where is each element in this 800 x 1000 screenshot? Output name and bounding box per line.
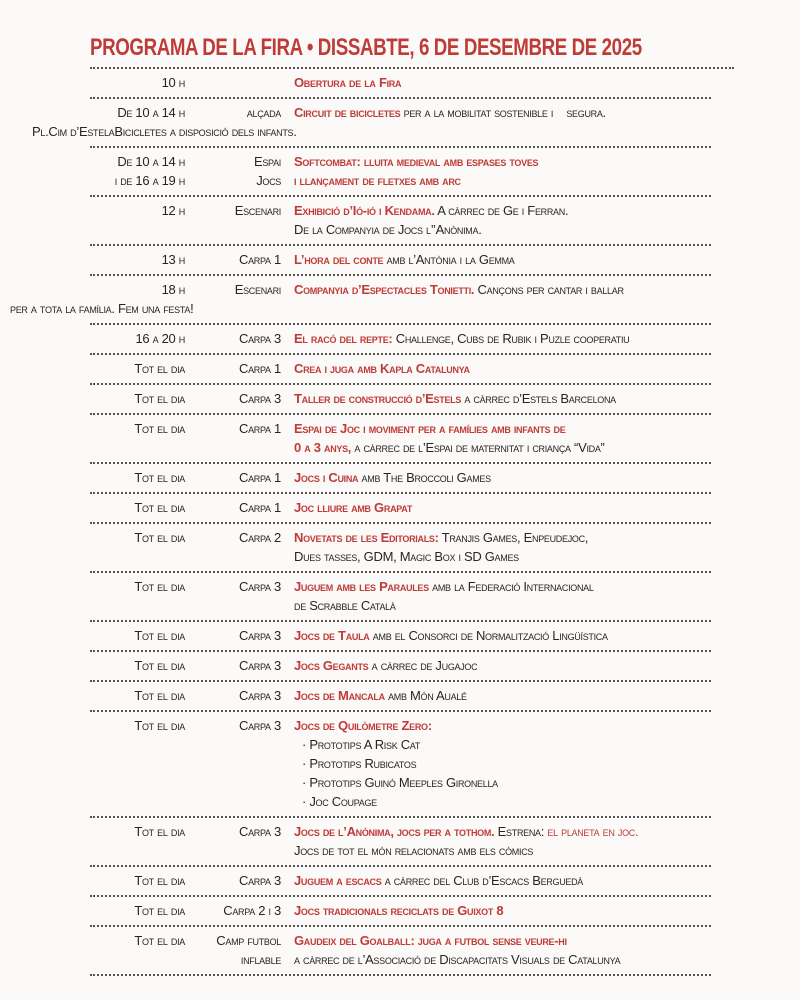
activity-text: · Prototips Rubicatos	[302, 756, 417, 771]
venue-cell	[191, 152, 281, 190]
schedule-row-grid	[90, 716, 711, 811]
activity-highlight: Jocs de l’Anònima, jocs per a tothom.	[294, 824, 495, 839]
venue-cell	[191, 329, 281, 348]
schedule-row-grid	[90, 577, 711, 615]
time-cell	[90, 716, 185, 811]
activity-line	[294, 841, 710, 860]
time-line: Tot el dia	[134, 718, 185, 733]
venue-cell	[191, 901, 281, 920]
activity-text: De la Companyia de Jocs l’’Anònima.	[294, 222, 482, 237]
activity-cell	[287, 103, 710, 122]
activity-cell	[287, 468, 710, 487]
activity-cell	[287, 250, 710, 269]
time-cell	[90, 389, 185, 408]
activity-line	[294, 931, 710, 950]
venue-line: Carpa 1	[239, 421, 281, 436]
activity-line	[294, 547, 710, 566]
time-line: Tot el dia	[134, 391, 185, 406]
title-block	[90, 34, 734, 69]
venue-cell	[191, 201, 281, 239]
time-cell	[90, 822, 185, 860]
venue-line: Carpa 1	[239, 252, 281, 267]
activity-text: a càrrec de l’Espai de maternitat i criança “Vida”	[351, 440, 605, 455]
schedule-row	[90, 69, 711, 99]
activity-line	[294, 419, 710, 438]
activity-line	[294, 152, 710, 171]
time-cell	[90, 901, 185, 920]
venue-cell	[191, 73, 281, 92]
activity-line	[294, 103, 710, 122]
activity-cell	[287, 656, 710, 675]
venue-line: Carpa 1	[239, 361, 281, 376]
time-cell	[90, 359, 185, 378]
venue-cell	[191, 250, 281, 269]
activity-line	[294, 438, 710, 457]
activity-line	[294, 686, 710, 705]
activity-cell	[287, 577, 710, 615]
activity-highlight: Jocs i Cuina	[294, 470, 359, 485]
venue-line: Carpa 1	[239, 500, 281, 515]
time-cell	[90, 626, 185, 645]
venue-line: Escenari	[234, 203, 281, 218]
activity-cell	[287, 359, 710, 378]
schedule-row	[90, 197, 711, 246]
schedule-row-grid	[90, 201, 711, 239]
activity-highlight: i llançament de fletxes amb arc	[294, 173, 461, 188]
activity-highlight: Softcombat: lluita medieval amb espases toves	[294, 154, 539, 169]
activity-cell	[287, 419, 710, 457]
activity-text: amb la Federació Internacional	[428, 579, 594, 594]
time-line: 10 h	[161, 75, 185, 90]
time-line: Tot el dia	[134, 688, 185, 703]
schedule-row	[90, 246, 711, 276]
time-cell	[90, 103, 185, 122]
venue-cell	[191, 931, 281, 969]
schedule-row	[90, 897, 711, 927]
activity-cell	[287, 152, 710, 190]
activity-highlight: Jocs de Mancala	[294, 688, 385, 703]
schedule-row-grid	[90, 359, 711, 378]
schedule-row-grid	[90, 73, 711, 92]
time-line: Tot el dia	[134, 903, 185, 918]
venue-cell	[191, 359, 281, 378]
activity-line	[294, 220, 710, 239]
activity-text: · Joc Coupage	[302, 794, 377, 809]
time-line: Tot el dia	[134, 933, 185, 948]
schedule-row	[32, 99, 711, 148]
venue-cell	[191, 686, 281, 705]
activity-highlight: 0 a 3 anys,	[294, 440, 352, 455]
activity-cell	[287, 201, 710, 239]
venue-cell	[191, 103, 281, 122]
activity-text: A càrrec de Ge i Ferran.	[434, 203, 569, 218]
activity-highlight: Gaudeix del Goalball: juga a futbol sense veure-hi	[294, 933, 567, 948]
activity-highlight: Espai de Joc i moviment per a famílies amb infants de	[294, 421, 566, 436]
activity-line	[294, 871, 710, 890]
venue-cell	[191, 528, 281, 566]
venue-cell	[191, 822, 281, 860]
activity-text: amb el Consorci de Normalització Lingüística	[369, 628, 608, 643]
venue-line: Carpa 3	[239, 628, 281, 643]
venue-cell	[191, 389, 281, 408]
activity-line	[294, 901, 710, 920]
activity-line	[294, 280, 710, 299]
schedule-row	[90, 682, 711, 712]
activity-line	[294, 950, 710, 969]
time-line: Tot el dia	[134, 470, 185, 485]
schedule-row	[90, 524, 711, 573]
schedule-row	[90, 927, 711, 976]
activity-text: a càrrec d’Estels Barcelona	[461, 391, 616, 406]
schedule-row	[90, 652, 711, 682]
time-cell	[90, 577, 185, 615]
time-cell	[90, 468, 185, 487]
activity-line	[294, 359, 710, 378]
time-line: Tot el dia	[134, 824, 185, 839]
schedule-row	[90, 867, 711, 897]
schedule-row	[90, 385, 711, 415]
venue-cell	[191, 626, 281, 645]
schedule-row-grid	[90, 250, 711, 269]
venue-line: inflable	[240, 952, 281, 967]
activity-text: · Prototips Guinó Meeples Gironella	[302, 775, 498, 790]
venue-cell	[191, 468, 281, 487]
activity-highlight: Crea i juga amb Kapla Catalunya	[294, 361, 470, 376]
schedule-row-grid	[90, 931, 711, 969]
time-line: De 10 a 14 h	[117, 105, 185, 120]
activity-line	[294, 656, 710, 675]
schedule-row	[10, 276, 711, 325]
schedule-row-grid	[90, 419, 711, 457]
activity-cell	[287, 280, 710, 299]
venue-line: Espai	[253, 154, 281, 169]
activity-line	[294, 73, 710, 92]
activity-line	[294, 822, 710, 841]
activity-highlight: Juguem a escacs	[294, 873, 382, 888]
schedule-row	[90, 712, 711, 818]
schedule-row	[90, 464, 711, 494]
activity-cell	[287, 626, 710, 645]
activity-text: Challenge, Cubs de Rubik i Puzle cooperatiu	[392, 331, 630, 346]
activity-line	[294, 171, 710, 190]
venue-cell	[191, 419, 281, 457]
time-line: Tot el dia	[134, 579, 185, 594]
schedule-row-grid	[90, 686, 711, 705]
time-cell	[90, 201, 185, 239]
activity-text: Cançons per cantar i ballar	[474, 282, 624, 297]
venue-line: Carpa 2	[239, 530, 281, 545]
activity-highlight: Novetats de les Editorials:	[294, 530, 439, 545]
schedule-row-grid	[90, 871, 711, 890]
activity-line	[294, 498, 710, 517]
activity-text: a càrrec de l’Associació de Discapacitats Visuals de Catalunya	[294, 952, 621, 967]
activity-line	[294, 754, 710, 773]
activity-highlight: Circuit de bicicletes	[294, 105, 401, 120]
schedule-row-grid	[90, 822, 711, 860]
time-line: Tot el dia	[134, 361, 185, 376]
overflow-continuation-line: per a tota la família. Fem una festa!	[10, 301, 194, 316]
activity-highlight: Taller de construcció d’Estels	[294, 391, 462, 406]
activity-line	[294, 329, 710, 348]
schedule-row-grid	[90, 389, 711, 408]
time-line: Tot el dia	[134, 628, 185, 643]
activity-highlight: Exhibició d’Ió-ió i Kendama.	[294, 203, 435, 218]
schedule-row-grid	[90, 656, 711, 675]
venue-line: Carpa 1	[239, 470, 281, 485]
activity-text: per a la mobilitat sostenible i segura.	[400, 105, 606, 120]
schedule-row-grid	[90, 901, 711, 920]
activity-text: Jocs de tot el món relacionats amb els còmics	[294, 843, 534, 858]
schedule-row-grid	[90, 626, 711, 645]
time-line: 16 a 20 h	[135, 331, 185, 346]
activity-text: amb l’Antònia i la Gemma	[383, 252, 515, 267]
venue-line: Camp futbol	[216, 933, 281, 948]
venue-line: Carpa 3	[239, 873, 281, 888]
activity-line	[294, 577, 710, 596]
activity-highlight: Companyia d’Espectacles Tonietti.	[294, 282, 475, 297]
schedule-row	[90, 415, 711, 464]
time-cell	[90, 250, 185, 269]
venue-cell	[191, 871, 281, 890]
venue-line: Escenari	[234, 282, 281, 297]
venue-line: alçada	[246, 105, 281, 120]
time-line: 18 h	[161, 282, 185, 297]
activity-cell	[287, 901, 710, 920]
activity-highlight: L’hora del conte	[294, 252, 384, 267]
activity-highlight: Obertura de la Fira	[294, 75, 402, 90]
activity-text: a càrrec del Club d’Escacs Berguedà	[381, 873, 583, 888]
activity-text: amb Món Aualé	[384, 688, 467, 703]
time-cell	[90, 498, 185, 517]
time-cell	[90, 419, 185, 457]
activity-line	[294, 389, 710, 408]
activity-line	[294, 626, 710, 645]
time-line: 13 h	[161, 252, 185, 267]
activity-text: a càrrec de Jugajoc	[368, 658, 478, 673]
activity-line	[294, 528, 710, 547]
activity-highlight: Jocs de Quilòmetre Zero:	[294, 718, 432, 733]
time-cell	[90, 871, 185, 890]
activity-text: de Scrabble Català	[294, 598, 396, 613]
venue-line: Jocs	[256, 173, 281, 188]
activity-cell	[287, 716, 710, 811]
activity-text: Dues tasses, GDM, Magic Box i SD Games	[294, 549, 519, 564]
activity-line	[294, 716, 710, 735]
activity-text: amb The Broccoli Games	[358, 470, 491, 485]
activity-cell	[287, 528, 710, 566]
activity-highlight: Juguem amb les Paraules	[294, 579, 429, 594]
time-line: Tot el dia	[134, 530, 185, 545]
venue-line: Carpa 3	[239, 688, 281, 703]
time-cell	[90, 329, 185, 348]
time-line: Tot el dia	[134, 421, 185, 436]
time-line: 12 h	[161, 203, 185, 218]
activity-cell	[287, 329, 710, 348]
activity-highlight: Jocs Gegants	[294, 658, 369, 673]
schedule-row-grid	[90, 329, 711, 348]
schedule-row	[90, 622, 711, 652]
time-cell	[90, 686, 185, 705]
activity-highlight: Joc lliure amb Grapat	[294, 500, 413, 515]
overflow-continuation-line: Pl.Cim d’EstelaBicicletes a disposició dels infants.	[32, 124, 297, 139]
activity-line	[294, 773, 710, 792]
activity-text: Estrena:	[494, 824, 548, 839]
venue-line: Carpa 2 i 3	[223, 903, 281, 918]
time-cell	[90, 931, 185, 969]
activity-line	[294, 792, 710, 811]
time-line: De 10 a 14 h	[117, 154, 185, 169]
activity-line	[294, 201, 710, 220]
venue-cell	[191, 577, 281, 615]
schedule-table	[10, 69, 711, 976]
schedule-row	[90, 355, 711, 385]
activity-text: Tranjis Games, Enpeudejoc,	[438, 530, 589, 545]
schedule-row	[90, 148, 711, 197]
venue-line: Carpa 3	[239, 331, 281, 346]
venue-line: Carpa 3	[239, 391, 281, 406]
activity-cell	[287, 498, 710, 517]
time-cell	[90, 656, 185, 675]
venue-line: Carpa 3	[239, 658, 281, 673]
venue-line: Carpa 3	[239, 824, 281, 839]
schedule-row	[90, 573, 711, 622]
schedule-row	[90, 818, 711, 867]
activity-line	[294, 250, 710, 269]
time-line: Tot el dia	[134, 658, 185, 673]
time-line: i de 16 a 19 h	[114, 173, 185, 188]
activity-text: · Prototips A Risk Cat	[302, 737, 421, 752]
page-title: PROGRAMA DE LA FIRA • DISSABTE, 6 DE DESEMBRE DE 2025	[90, 34, 642, 61]
time-cell	[90, 152, 185, 190]
activity-cell	[287, 871, 710, 890]
venue-line: Carpa 3	[239, 579, 281, 594]
venue-cell	[191, 656, 281, 675]
activity-cell	[287, 822, 710, 860]
activity-cell	[287, 931, 710, 969]
activity-line	[294, 596, 710, 615]
schedule-row-grid	[90, 280, 711, 299]
schedule-row-grid	[90, 468, 711, 487]
schedule-row-grid	[90, 528, 711, 566]
time-line: Tot el dia	[134, 500, 185, 515]
activity-highlight: Jocs de Taula	[294, 628, 370, 643]
time-cell	[90, 280, 185, 299]
activity-highlight: El racó del repte:	[294, 331, 393, 346]
venue-line: Carpa 3	[239, 718, 281, 733]
time-cell	[90, 73, 185, 92]
venue-cell	[191, 498, 281, 517]
schedule-row	[90, 325, 711, 355]
activity-line	[294, 735, 710, 754]
activity-highlight: el planeta en joc.	[547, 824, 639, 839]
schedule-row-grid	[90, 498, 711, 517]
activity-cell	[287, 389, 710, 408]
time-line: Tot el dia	[134, 873, 185, 888]
venue-cell	[191, 716, 281, 811]
schedule-row-grid	[90, 152, 711, 190]
activity-line	[294, 468, 710, 487]
schedule-row	[90, 494, 711, 524]
schedule-row-grid	[90, 103, 711, 122]
activity-cell	[287, 73, 710, 92]
time-cell	[90, 528, 185, 566]
activity-cell	[287, 686, 710, 705]
activity-highlight: Jocs tradicionals reciclats de Guixot 8	[294, 903, 504, 918]
venue-cell	[191, 280, 281, 299]
